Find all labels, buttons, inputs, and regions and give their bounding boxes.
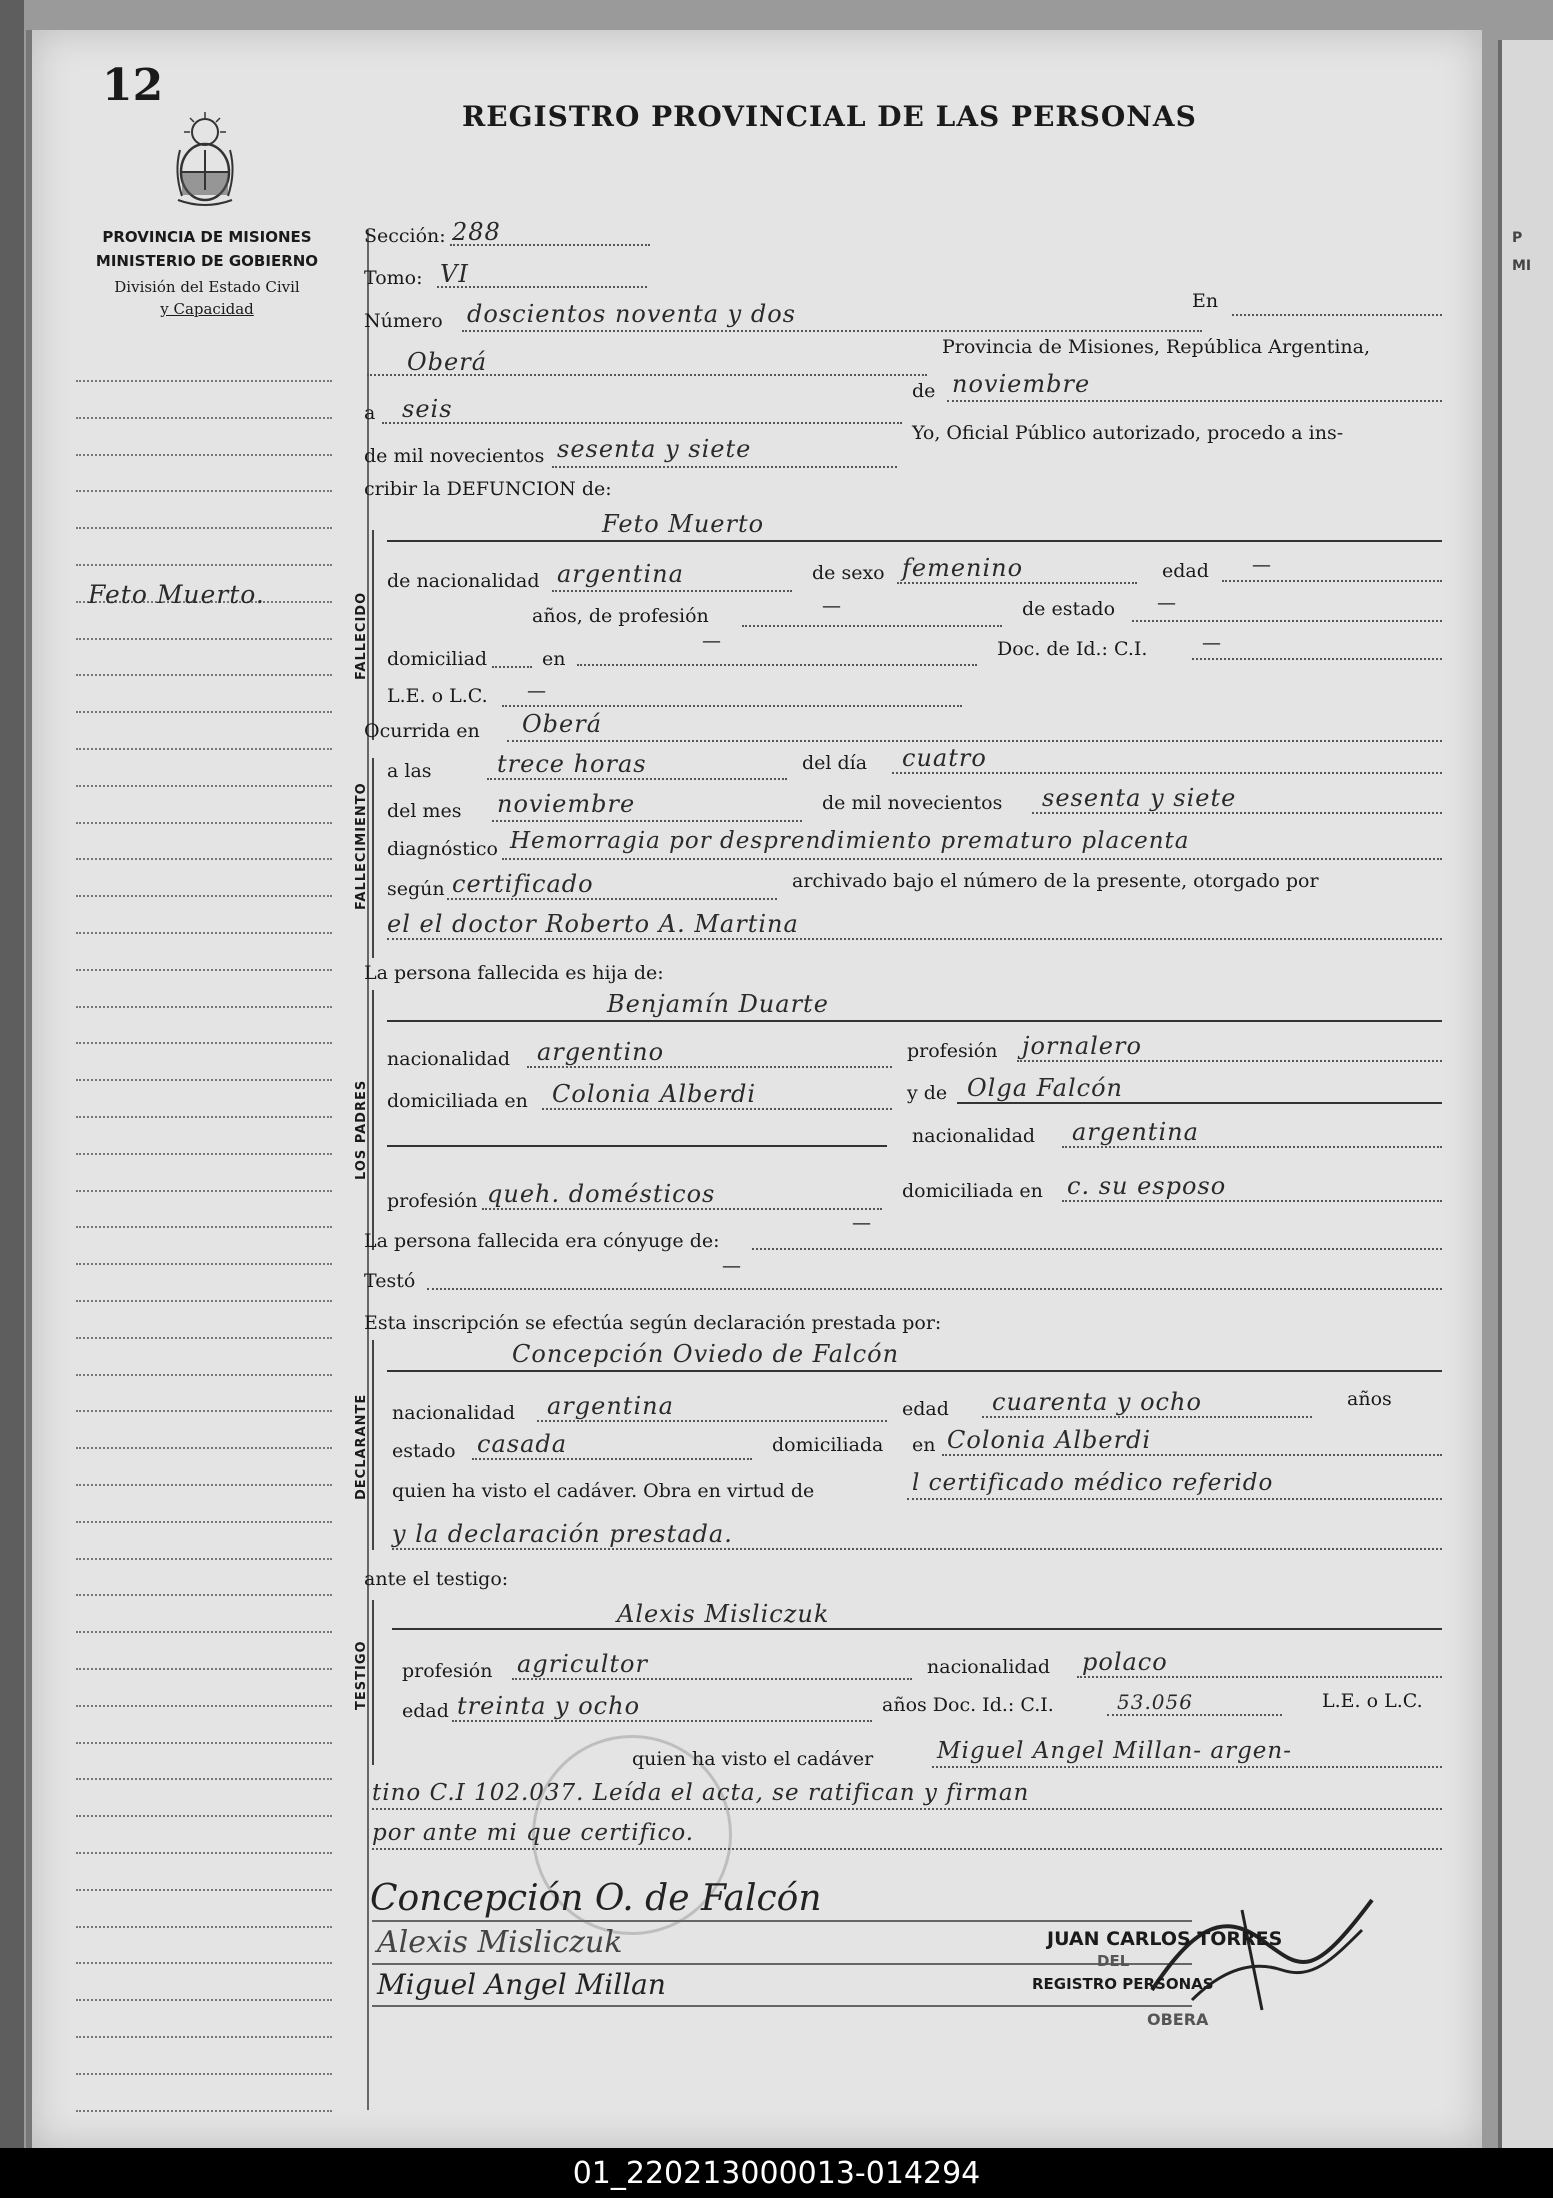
stamp-registro: REGISTRO PERSONAS (1032, 1975, 1214, 1993)
anio-value: sesenta y siete (557, 435, 752, 463)
ocurrida-line (507, 740, 1442, 742)
testigo-line-3-rule (372, 1848, 1442, 1850)
testigo-doc-label: años Doc. Id.: C.I. (882, 1694, 1054, 1716)
margin-rule (76, 1263, 332, 1265)
seccion-label: Sección: (364, 225, 446, 247)
anio-fallecimiento-value: sesenta y siete (1042, 784, 1237, 812)
division-header: División del Estado Civil (114, 278, 300, 296)
margin-rule (76, 822, 332, 824)
testigo-edad-value: treinta y ocho (457, 1692, 641, 1720)
margin-rule (76, 417, 332, 419)
margin-rule (76, 454, 332, 456)
cribir-text: cribir la DEFUNCION de: (364, 478, 612, 500)
image-id-text: 01_220213000013-014294 (572, 2156, 981, 2191)
estado-value: — (1157, 592, 1176, 614)
de-label: de (912, 380, 936, 402)
margin-rule (76, 2073, 332, 2075)
madre-nombre: Olga Falcón (967, 1074, 1124, 1102)
margin-rule (76, 785, 332, 787)
declarante-virtud-line (907, 1498, 1442, 1500)
domiciliado-value: — (702, 630, 721, 652)
padre-nacionalidad-line (527, 1066, 892, 1068)
ocurrida-value: Oberá (522, 710, 603, 738)
declarante-nacionalidad-value: argentina (547, 1392, 674, 1420)
margin-rule (76, 711, 332, 713)
padres-divider-line (387, 1145, 887, 1147)
declarante-domicilio-value: Colonia Alberdi (947, 1426, 1152, 1454)
padres-intro: La persona fallecida es hija de: (364, 962, 664, 984)
testigo-edad-label: edad (402, 1700, 449, 1722)
declarante-bracket (372, 1340, 374, 1550)
doc-label: Doc. de Id.: C.I. (997, 638, 1148, 660)
diagnostico-value: Hemorragia por desprendimiento prematuro placenta (510, 828, 1190, 854)
declarante-estado-value: casada (477, 1430, 568, 1458)
dia-line (382, 422, 902, 424)
lugar-line (367, 374, 927, 376)
madre-profesion-value: queh. domésticos (487, 1180, 716, 1208)
diagnostico-label: diagnóstico (387, 838, 498, 860)
edad-value: — (1252, 554, 1271, 576)
testigo-quien-line (932, 1766, 1442, 1768)
madre-nacionalidad-value: argentina (1072, 1118, 1199, 1146)
margin-rule (76, 1006, 332, 1008)
margin-rule (76, 932, 332, 934)
tomo-value: VI (440, 260, 469, 288)
dia-value: seis (402, 395, 453, 423)
padres-bracket (372, 990, 374, 1250)
declarante-estado-label: estado (392, 1440, 456, 1462)
domiciliado-line (492, 666, 532, 668)
madre-profesion-label: profesión (387, 1190, 478, 1212)
next-page-text: P (1512, 230, 1523, 246)
margin-rule (76, 527, 332, 529)
mes-line (947, 400, 1442, 402)
testigo-profesion-value: agricultor (517, 1650, 648, 1678)
margin-rule (76, 638, 332, 640)
mes-value: noviembre (952, 370, 1091, 398)
numero-line (462, 330, 1202, 332)
padre-profesion-label: profesión (907, 1040, 998, 1062)
edad-label: edad (1162, 560, 1209, 582)
a-las-label: a las (387, 760, 432, 782)
anios-profesion-label: años, de profesión (532, 605, 709, 627)
madre-domiciliada-label: domiciliada en (902, 1180, 1043, 1202)
estado-label: de estado (1022, 598, 1116, 620)
fallecimiento-bracket (372, 758, 374, 958)
testigo-line-2: tino C.I 102.037. Leída el acta, se ratifican y firman (372, 1780, 1030, 1806)
declarante-nacionalidad-line (537, 1420, 887, 1422)
conyuge-label: La persona fallecida era cónyuge de: (364, 1230, 720, 1252)
diagnostico-line (502, 858, 1442, 860)
y-de-label: y de (907, 1082, 948, 1104)
hora-line (487, 778, 787, 780)
margin-rule (76, 1999, 332, 2001)
seccion-value: 288 (452, 218, 501, 246)
stamp-name: JUAN CARLOS TORRES (1047, 1928, 1283, 1950)
medico-value: el el doctor Roberto A. Martina (387, 910, 799, 938)
sexo-line (897, 582, 1137, 584)
margin-rule (76, 1153, 332, 1155)
margin-rule (76, 1447, 332, 1449)
signature-line-3 (372, 2005, 1192, 2007)
signature-testigo: Alexis Misliczuk (377, 1925, 623, 1960)
margin-rule (76, 1594, 332, 1596)
domiciliado-label: domiciliad (387, 648, 488, 670)
padre-nacionalidad-label: nacionalidad (387, 1048, 511, 1070)
margin-rule (76, 564, 332, 566)
signature-line-1 (372, 1920, 1192, 1922)
madre-nombre-line (957, 1102, 1442, 1104)
declarante-anios-label: años (1347, 1388, 1392, 1410)
del-mes-label: del mes (387, 800, 462, 822)
margin-rule (76, 1742, 332, 1744)
margin-rule (76, 1521, 332, 1523)
testigo-nombre-line (392, 1628, 1442, 1630)
margin-note: Feto Muerto. (88, 580, 265, 609)
margin-rule (76, 748, 332, 750)
testigo-ante-label: ante el testigo: (364, 1568, 509, 1590)
conyuge-line (752, 1248, 1442, 1250)
ministry-header: MINISTERIO DE GOBIERNO (95, 252, 319, 270)
padre-profesion-value: jornalero (1022, 1032, 1142, 1060)
madre-domicilio-line (1062, 1200, 1442, 1202)
margin-rule (76, 1337, 332, 1339)
madre-nacionalidad-line (1062, 1146, 1442, 1148)
margin-rule (76, 1190, 332, 1192)
book-binding (0, 0, 24, 2148)
nacionalidad-line (552, 590, 792, 592)
page-title: REGISTRO PROVINCIAL DE LAS PERSONAS (462, 100, 1197, 133)
margin-rule (76, 1852, 332, 1854)
margin-rule (76, 490, 332, 492)
testigo-le-label: L.E. o L.C. (1322, 1690, 1423, 1712)
testigo-edad-line (452, 1720, 872, 1722)
le-line (502, 705, 962, 707)
margin-rule (76, 1815, 332, 1817)
sexo-value: femenino (902, 554, 1024, 582)
margin-rule (76, 1705, 332, 1707)
madre-domicilio-value: c. su esposo (1067, 1172, 1227, 1200)
testigo-nacionalidad-line (1077, 1676, 1442, 1678)
next-page-text: MI (1512, 258, 1532, 274)
madre-nacionalidad-label: nacionalidad (912, 1125, 1036, 1147)
padre-nombre: Benjamín Duarte (607, 990, 829, 1018)
declarante-quien-label: quien ha visto el cadáver. Obra en virtud de (392, 1480, 815, 1502)
margin-rule (76, 1300, 332, 1302)
official-signature-icon (1132, 1870, 1392, 2030)
capacity-header: y Capacidad (160, 300, 254, 318)
edad-line (1222, 580, 1442, 582)
testigo-doc-line (1107, 1714, 1282, 1716)
declarante-nombre: Concepción Oviedo de Falcón (512, 1340, 900, 1368)
margin-rule (76, 1079, 332, 1081)
signature-testigo-2: Miguel Angel Millan (377, 1968, 666, 2001)
testo-value: — (722, 1255, 741, 1277)
margin-rule (76, 1226, 332, 1228)
declarante-virtud-line-2 (392, 1548, 1442, 1550)
le-value: — (527, 680, 546, 702)
dia-fallecimiento-value: cuatro (902, 744, 987, 772)
padre-profesion-line (1017, 1060, 1442, 1062)
testigo-line-3: por ante mi que certifico. (372, 1820, 695, 1846)
margin-rule (76, 674, 332, 676)
mil-fallecimiento-label: de mil novecientos (822, 792, 1003, 814)
del-dia-label: del día (802, 752, 868, 774)
le-label: L.E. o L.C. (387, 685, 488, 707)
padre-domiciliada-label: domiciliada en (387, 1090, 528, 1112)
anio-fallecimiento-line (1032, 812, 1442, 814)
en-label: En (1192, 290, 1219, 312)
anio-line (552, 466, 897, 468)
hora-value: trece horas (497, 750, 647, 778)
oficial-text: Yo, Oficial Público autorizado, procedo a ins- (912, 422, 1344, 444)
margin-rule (76, 969, 332, 971)
padre-domicilio-line (542, 1108, 892, 1110)
margin-rule (76, 1962, 332, 1964)
fallecido-nombre-line (387, 540, 1442, 542)
margin-rule (76, 2036, 332, 2038)
ocurrida-label: Ocurrida en (364, 720, 480, 742)
padre-domicilio-value: Colonia Alberdi (552, 1080, 757, 1108)
fallecido-bracket (372, 530, 374, 740)
margin-rule (76, 895, 332, 897)
domicilio-en-label: en (542, 648, 566, 670)
declarante-domicilio-line (942, 1454, 1442, 1456)
doc-line (1192, 658, 1442, 660)
testo-label: Testó (364, 1270, 416, 1292)
en-line (1232, 314, 1442, 316)
mes-fallecimiento-value: noviembre (497, 790, 636, 818)
estado-line (1132, 620, 1442, 622)
declaracion-intro: Esta inscripción se efectúa según declaración prestada por: (364, 1312, 942, 1334)
fallecimiento-section-label: FALLECIMIENTO (354, 782, 369, 910)
declarante-domiciliada-label: domiciliada (772, 1434, 884, 1456)
margin-rule (76, 1116, 332, 1118)
stamp-del: DEL (1097, 1952, 1130, 1970)
fallecido-nombre: Feto Muerto (602, 510, 765, 538)
tomo-line (437, 286, 647, 288)
testigo-doc-value: 53.056 (1117, 1690, 1193, 1714)
seccion-line (450, 244, 650, 246)
padre-nombre-line (387, 1020, 1442, 1022)
declarante-nombre-line (387, 1370, 1442, 1372)
margin-rule (76, 858, 332, 860)
margin-rule (76, 1410, 332, 1412)
margin-rule (76, 1374, 332, 1376)
nacionalidad-value: argentina (557, 560, 684, 588)
provincia-text: Provincia de Misiones, República Argentina, (942, 336, 1371, 358)
signature-line-2 (372, 1963, 1192, 1965)
testigo-quien-label: quien ha visto el cadáver (632, 1748, 874, 1770)
testigo-bracket (372, 1600, 374, 1765)
declarante-estado-line (472, 1458, 752, 1460)
medico-line (387, 938, 1442, 940)
testigo-nombre: Alexis Misliczuk (617, 1600, 830, 1628)
mil-label: de mil novecientos (364, 445, 545, 467)
fallecido-section-label: FALLECIDO (354, 591, 369, 680)
register-page (26, 30, 1482, 2148)
padre-nacionalidad-value: argentino (537, 1038, 665, 1066)
domicilio-en-line (577, 664, 977, 666)
page-number: 12 (102, 60, 164, 111)
profesion-line (742, 625, 1002, 627)
declarante-en-label: en (912, 1434, 936, 1456)
declarante-edad-label: edad (902, 1398, 949, 1420)
margin-rule (76, 1631, 332, 1633)
dia-fallecimiento-line (892, 772, 1442, 774)
testigo-section-label: TESTIGO (354, 1640, 369, 1710)
testo-line (427, 1288, 1442, 1290)
margin-rule (76, 1889, 332, 1891)
testigo-profesion-label: profesión (402, 1660, 493, 1682)
margin-rule (76, 1042, 332, 1044)
conyuge-value: — (852, 1212, 871, 1234)
segun-value: certificado (452, 870, 594, 898)
segun-line (447, 898, 777, 900)
image-id-bar (0, 2148, 1553, 2198)
stamp-city: OBERA (1147, 2010, 1209, 2029)
nacionalidad-label: de nacionalidad (387, 570, 540, 592)
declarante-virtud-value-2: y la declaración prestada. (392, 1520, 733, 1548)
declarante-edad-line (982, 1416, 1312, 1418)
declarante-edad-value: cuarenta y ocho (992, 1388, 1202, 1416)
doc-value: — (1202, 632, 1221, 654)
segun-label: según (387, 878, 445, 900)
profesion-value: — (822, 595, 841, 617)
lugar-value: Oberá (407, 348, 488, 376)
declarante-virtud-value: l certificado médico referido (912, 1470, 1274, 1496)
margin-rule (76, 1668, 332, 1670)
next-page-edge (1498, 40, 1553, 2148)
padres-section-label: LOS PADRES (354, 1079, 369, 1180)
sexo-label: de sexo (812, 562, 885, 584)
margin-rule (76, 2110, 332, 2112)
testigo-line-2-rule (372, 1808, 1442, 1810)
margin-rule (76, 1484, 332, 1486)
testigo-profesion-line (512, 1678, 912, 1680)
mes-fallecimiento-line (492, 820, 802, 822)
margin-rule (76, 1558, 332, 1560)
signature-declarante: Concepción O. de Falcón (370, 1878, 822, 1919)
numero-value: doscientos noventa y dos (467, 300, 796, 328)
testigo-nacionalidad-label: nacionalidad (927, 1656, 1051, 1678)
madre-profesion-line (482, 1208, 882, 1210)
testigo-quien-value: Miguel Angel Millan- argen- (937, 1738, 1292, 1764)
declarante-nacionalidad-label: nacionalidad (392, 1402, 516, 1424)
archivado-text: archivado bajo el número de la presente, otorgado por (792, 870, 1319, 892)
margin-rule (76, 380, 332, 382)
margin-rule (76, 1926, 332, 1928)
declarante-section-label: DECLARANTE (354, 1393, 369, 1500)
tomo-label: Tomo: (364, 267, 423, 289)
coat-of-arms-icon (170, 110, 240, 210)
numero-label: Número (364, 310, 443, 332)
margin-rule (76, 1778, 332, 1780)
province-header: PROVINCIA DE MISIONES (102, 228, 312, 246)
a-label: a (364, 402, 376, 424)
testigo-nacionalidad-value: polaco (1082, 1648, 1168, 1676)
